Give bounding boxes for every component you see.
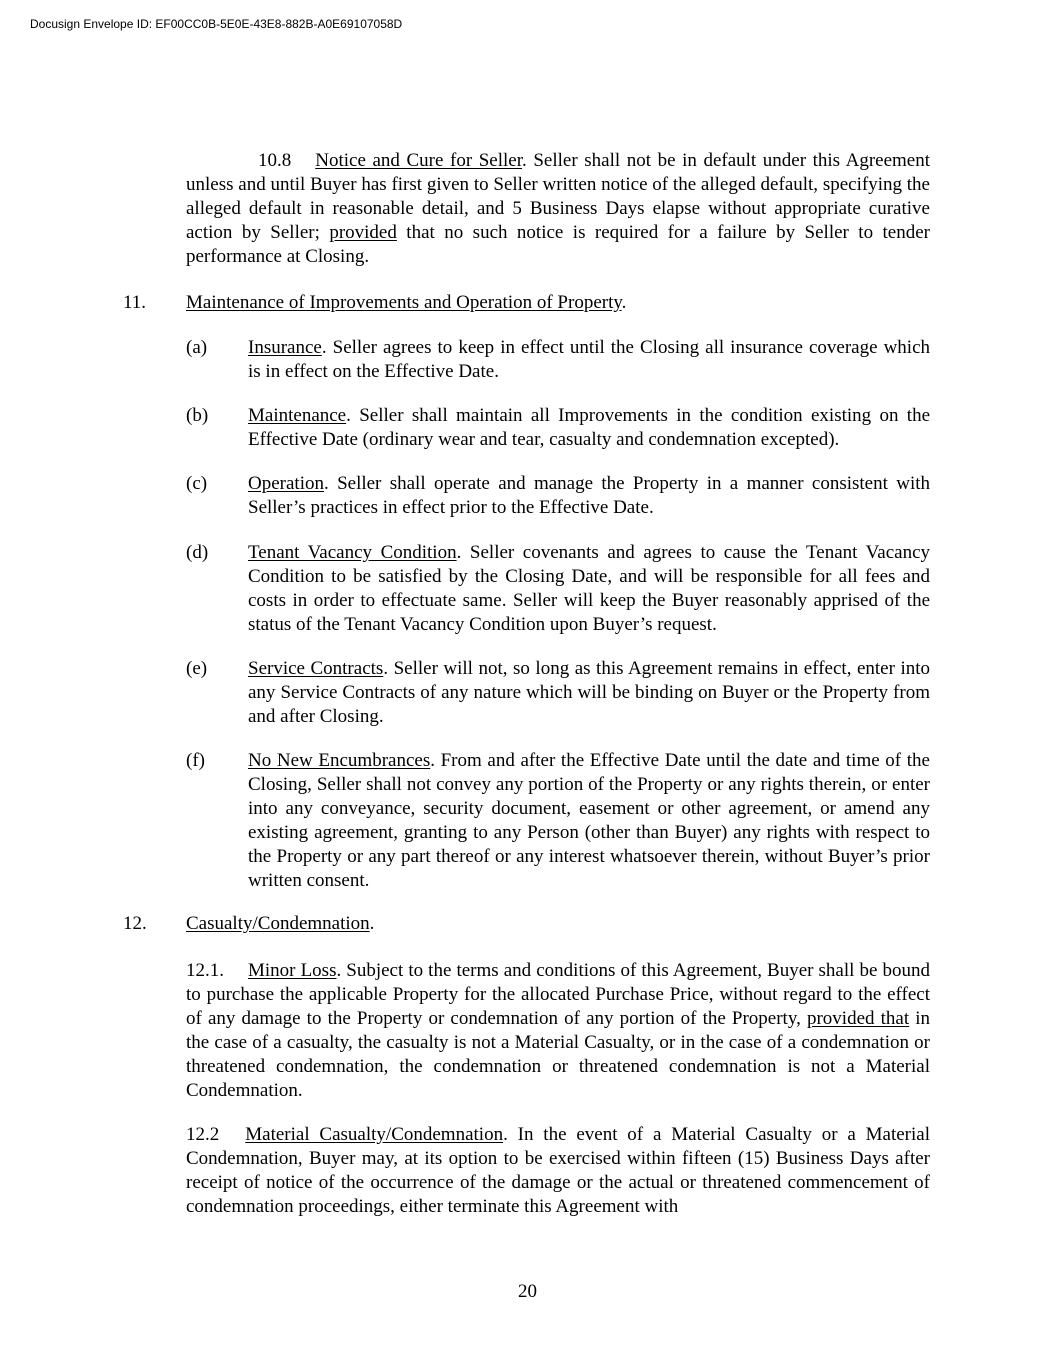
page-number: 20	[518, 1281, 537, 1302]
section-10-8-number: 10.8	[258, 150, 292, 171]
item-label: (f)	[186, 750, 205, 771]
item-text: . Seller covenants and agrees to cause the Tenant Vacancy Condition to be satisfied by the Closing Date, and will be responsible for all fees and costs in order to effectuate same. Seller will keep the Buyer reasonably apprised of the status of the Tenant Vacancy Condition upon Buyer’s request.	[248, 542, 930, 635]
section-12-1	[186, 959, 930, 1103]
item-title: Operation	[248, 473, 324, 494]
section-12-2	[186, 1123, 930, 1219]
item-label: (a)	[186, 337, 208, 358]
section-11-title-period: .	[621, 292, 627, 313]
section-11-heading	[123, 291, 626, 315]
section-12-1-text-a: . Subject to the terms and conditions of this Agreement, Buyer shall be bound to purchase the applicable Property for the allocated Purchase Price, without regard to the effect of any damage to the Property or condemnation of any portion of the Property,	[186, 960, 930, 1029]
section-10-8-text-a: . Seller shall not be in default under this Agreement unless and until Buyer has first given to Seller written notice of the alleged default, specifying the alleged default in reasonable detail, and 5 Business Days elapse without appropriate curative action by Seller;	[186, 150, 931, 243]
item-title: Service Contracts	[248, 658, 384, 679]
section-10-8-text-b: that no such notice is required for a failure by Seller to tender performance at Closing.	[186, 222, 930, 267]
section-11-item-d	[186, 541, 930, 637]
item-text: . Seller will not, so long as this Agreement remains in effect, enter into any Service Contracts of any nature which will be binding on Buyer or the Property from and after Closing.	[248, 658, 930, 727]
section-12-number: 12.	[123, 913, 147, 934]
section-11-item-c	[186, 472, 930, 520]
section-11-number: 11.	[123, 292, 147, 313]
item-text: . Seller shall maintain all Improvements in the condition existing on the Effective Date (ordinary wear and tear, casualty and condemnation excepted).	[248, 405, 930, 450]
item-title: Maintenance	[248, 405, 347, 426]
section-11-item-b	[186, 404, 930, 452]
section-12-title: Casualty/Condemnation	[186, 913, 370, 934]
section-12-1-text-b: in the case of a casualty, the casualty is not a Material Casualty, or in the case of a condemnation or threatened condemnation, the condemnation or threatened condemnation is not a Material Condemnation.	[186, 1008, 931, 1101]
section-12-heading	[123, 912, 374, 936]
item-text: . Seller agrees to keep in effect until the Closing all insurance coverage which is in effect on the Effective Date.	[248, 337, 930, 382]
section-11-item-f	[186, 749, 930, 893]
section-10-8-provided: provided	[329, 222, 397, 243]
section-12-1-provided-that: provided that	[806, 1008, 910, 1029]
section-11-item-e	[186, 657, 930, 729]
section-12-1-number: 12.1.	[186, 960, 224, 981]
section-10-8-title: Notice and Cure for Seller	[315, 150, 523, 171]
item-title: Insurance	[248, 337, 322, 358]
item-label: (b)	[186, 405, 209, 426]
item-title: No New Encumbrances	[248, 750, 431, 771]
item-label: (c)	[186, 473, 208, 494]
item-label: (e)	[186, 658, 208, 679]
section-12-2-number: 12.2	[186, 1124, 220, 1145]
section-11-item-a	[186, 336, 930, 384]
section-12-2-text: . In the event of a Material Casualty or a Material Condemnation, Buyer may, at its option to be exercised within fifteen (15) Business Days after receipt of notice of the occurrence of the damage or the actual or threatened commencement of condemnation proceedings, either terminate this Agreement with	[186, 1124, 930, 1217]
section-12-title-period: .	[369, 913, 375, 934]
docusign-envelope-id: Docusign Envelope ID: EF00CC0B-5E0E-43E8-882B-A0E69107058D	[30, 17, 403, 31]
item-text: . From and after the Effective Date until the date and time of the Closing, Seller shall not convey any portion of the Property or any rights therein, or enter into any conveyance, security document, easement or other agreement, or amend any existing agreement, granting to any Person (other than Buyer) any rights with respect to the Property or any part thereof or any interest whatsoever therein, without Buyer’s prior written consent.	[248, 750, 930, 891]
section-11-title: Maintenance of Improvements and Operation of Property	[186, 292, 622, 313]
section-10-8	[186, 149, 930, 269]
item-text: . Seller shall operate and manage the Property in a manner consistent with Seller’s practices in effect prior to the Effective Date.	[248, 473, 930, 518]
section-12-1-title: Minor Loss	[248, 960, 337, 981]
item-label: (d)	[186, 542, 209, 563]
section-12-2-title: Material Casualty/Condemnation	[245, 1124, 504, 1145]
item-title: Tenant Vacancy Condition	[248, 542, 457, 563]
